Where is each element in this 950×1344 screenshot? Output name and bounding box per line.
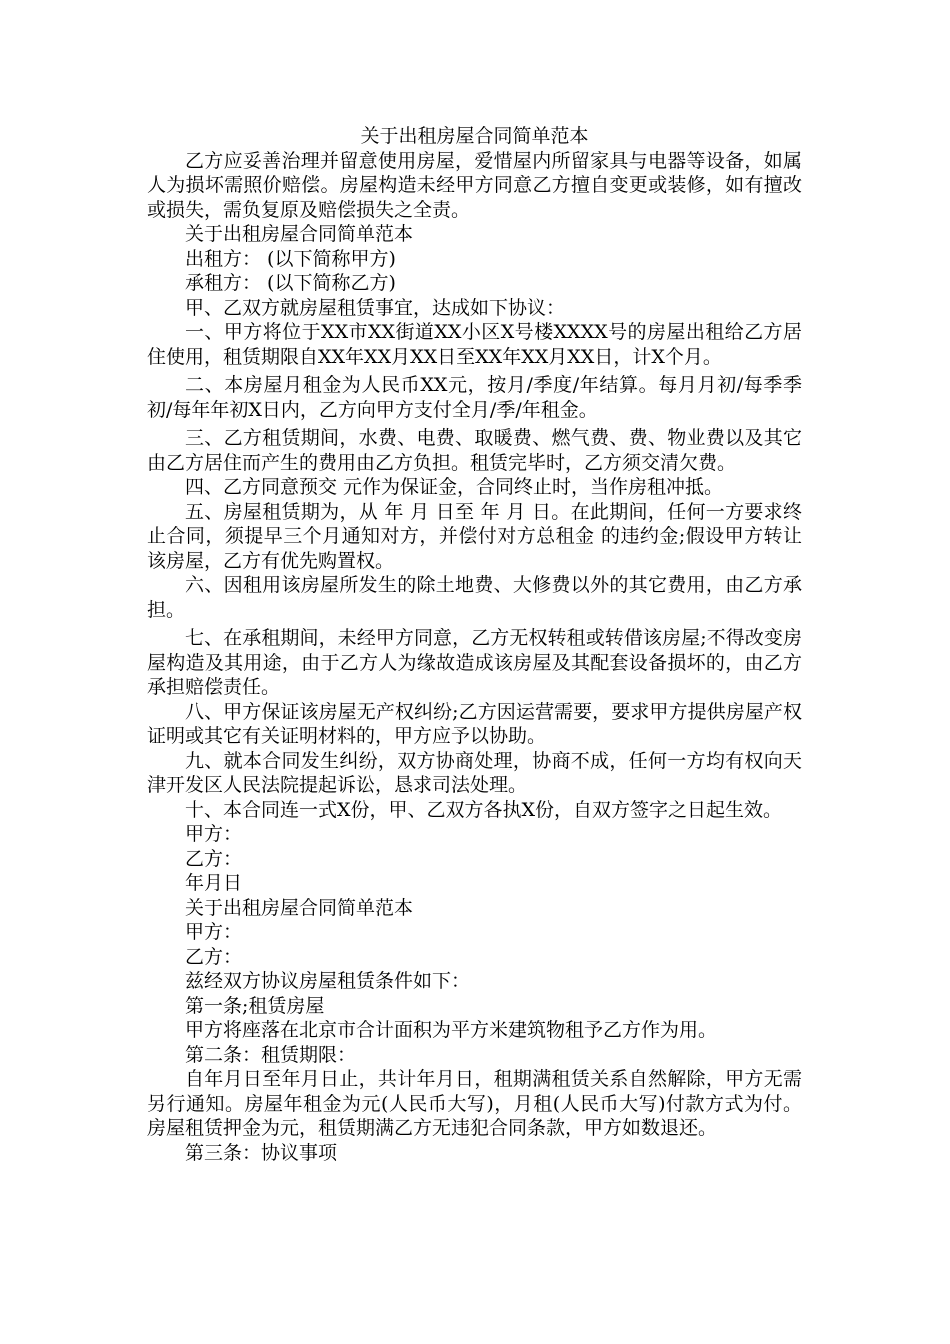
paragraph-care-clause: 乙方应妥善治理并留意使用房屋，爱惜屋内所留家具与电器等设备，如属人为损坏需照价赔偿。房屋构造未经甲方同意乙方擅自变更或装修，如有擅改或损失，需负复原及赔偿损失之全责。 — [147, 149, 802, 221]
paragraph-party-a: 甲方： — [185, 823, 243, 845]
paragraph-agreement-intro: 甲、乙双方就房屋租赁事宜，达成如下协议： — [185, 296, 566, 319]
paragraph-article-1-heading: 第一条;租赁房屋 — [185, 994, 325, 1017]
paragraph-clause-3: 三、乙方租赁期间，水费、电费、取暖费、燃气费、费、物业费以及其它由乙方居住而产生的费用由乙方负担。租赁完毕时，乙方须交清欠费。 — [147, 427, 802, 474]
paragraph-clause-9: 九、就本合同发生纠纷，双方协商处理，协商不成，任何一方均有权向天津开发区人民法院提起诉讼，恳求司法处理。 — [147, 749, 802, 796]
paragraph-article-3-heading: 第三条：协议事项 — [185, 1141, 338, 1164]
document-page — [147, 124, 802, 1165]
paragraph-clause-2: 二、本房屋月租金为人民币XX元，按月/季度/年结算。每月月初/每季季初/每年年初X日内，乙方向甲方支付全月/季/年租金。 — [147, 374, 802, 421]
paragraph-conditions-intro: 兹经双方协议房屋租赁条件如下： — [185, 970, 471, 992]
paragraph-clause-10: 十、本合同连一式X份，甲、乙双方各执X份，自双方签字之日起生效。 — [185, 798, 783, 821]
paragraph-article-2-body: 自年月日至年月日止，共计年月日，租期满租赁关系自然解除，甲方无需另行通知。房屋年租金为元(人民币大写)，月租(人民币大写)付款方式为付。房屋租赁押金为元，租赁期满乙方无违犯合同条款，甲方如数退还。 — [147, 1068, 802, 1139]
paragraph-clause-7: 七、在承租期间，未经甲方同意，乙方无权转租或转借该房屋;不得改变房屋构造及其用途，由于乙方人为缘故造成该房屋及其配套设备损坏的，由乙方承担赔偿责任。 — [147, 627, 802, 698]
paragraph-article-1-body: 甲方将座落在北京市合计面积为平方米建筑物租予乙方作为用。 — [185, 1019, 718, 1041]
document-title: 关于出租房屋合同简单范本 — [360, 125, 589, 147]
paragraph-clause-1: 一、甲方将位于XX市XX街道XX小区X号楼XXXX号的房屋出租给乙方居住使用，租赁期限自XX年XX月XX日至XX年XX月XX日，计X个月。 — [147, 321, 802, 368]
paragraph-clause-6: 六、因租用该房屋所发生的除土地费、大修费以外的其它费用，由乙方承担。 — [147, 574, 802, 621]
paragraph-clause-4: 四、乙方同意预交 元作为保证金，合同终止时，当作房租冲抵。 — [185, 476, 724, 498]
paragraph-date: 年月日 — [185, 872, 243, 894]
paragraph-clause-8: 八、甲方保证该房屋无产权纠纷;乙方因运营需要，要求甲方提供房屋产权证明或其它有关证明材料的，甲方应予以协助。 — [147, 700, 802, 747]
paragraph-lessor: 出租方： (以下简称甲方) — [185, 247, 396, 270]
paragraph-party-a-2: 甲方： — [185, 921, 243, 943]
paragraph-subtitle: 关于出租房屋合同简单范本 — [185, 223, 414, 245]
paragraph-party-b: 乙方： — [185, 847, 243, 870]
paragraph-article-2-heading: 第二条：租赁期限： — [185, 1043, 357, 1066]
paragraph-lessee: 承租方： (以下简称乙方) — [185, 272, 396, 294]
paragraph-subtitle-2: 关于出租房屋合同简单范本 — [185, 896, 414, 919]
paragraph-clause-5: 五、房屋租赁期为，从 年 月 日至 年 月 日。在此期间，任何一方要求终止合同，须提早三个月通知对方，并偿付对方总租金 的违约金;假设甲方转让该房屋，乙方有优先购置权。 — [147, 500, 802, 572]
paragraph-party-b-2: 乙方： — [185, 945, 243, 968]
